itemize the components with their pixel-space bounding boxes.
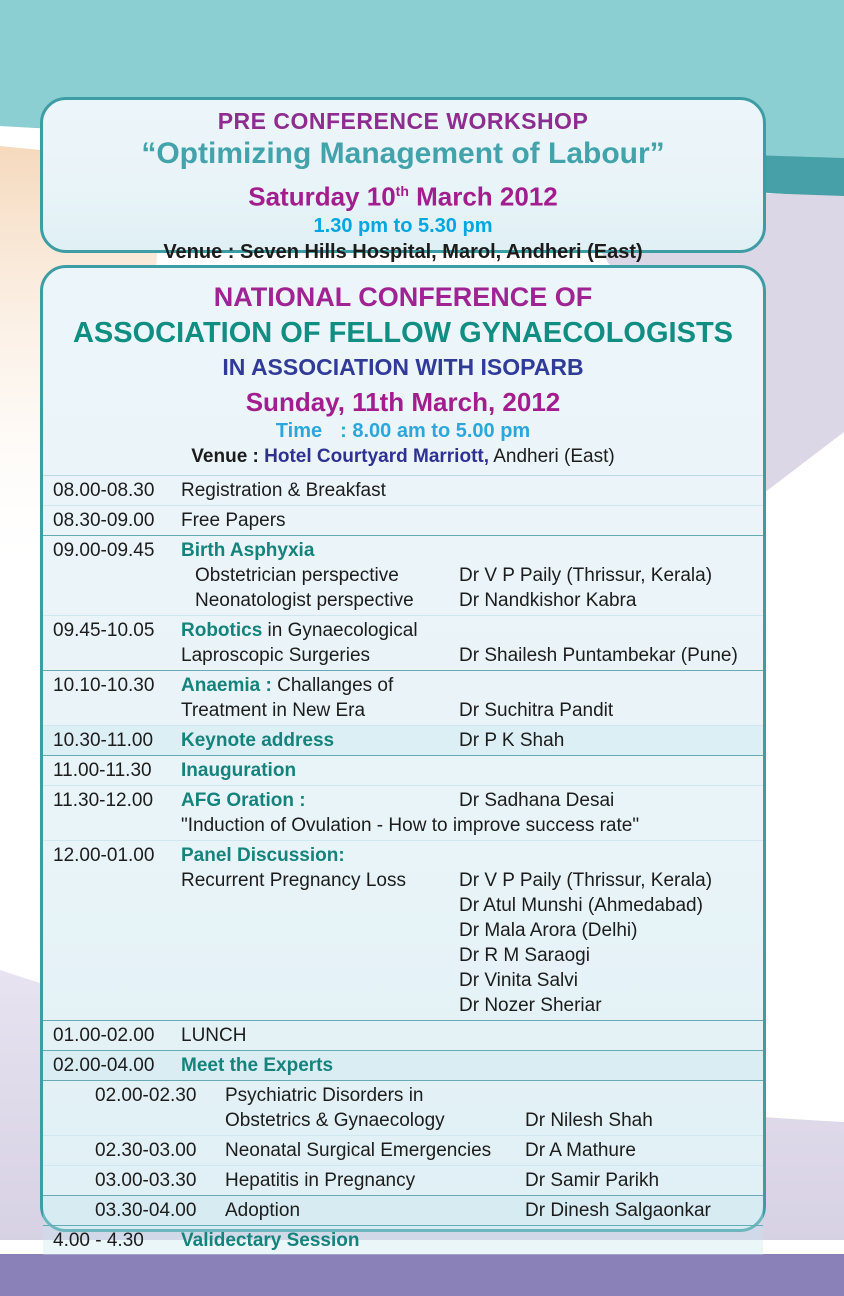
schedule-speaker	[459, 1228, 755, 1253]
schedule-time: 01.00-02.00	[53, 1025, 155, 1046]
schedule-row	[43, 1080, 763, 1135]
schedule-topic	[181, 563, 459, 588]
schedule-topic	[181, 1053, 459, 1078]
schedule-topic-accent: Panel Discussion:	[181, 845, 345, 866]
schedule-speaker	[459, 673, 755, 698]
schedule-row	[43, 1195, 763, 1225]
schedule-topic-accent: AFG Oration :	[181, 790, 306, 811]
schedule-time: 11.30-12.00	[53, 790, 154, 811]
conference-date: Sunday, 11th March, 2012	[245, 387, 561, 417]
schedule-time: 12.00-01.00	[53, 845, 155, 866]
schedule-speaker: Dr V P Paily (Thrissur, Kerala)	[459, 565, 713, 586]
schedule-topic-text: Adoption	[225, 1200, 301, 1221]
schedule-row	[43, 535, 763, 615]
schedule-topic-accent: Anaemia :	[181, 675, 272, 696]
schedule-table	[43, 475, 763, 1255]
schedule-speaker	[459, 1023, 755, 1048]
schedule-time: 02.00-02.30	[95, 1085, 197, 1106]
schedule-row	[43, 1135, 763, 1165]
conference-time: Time : 8.00 am to 5.00 pm	[275, 420, 531, 442]
schedule-speaker	[459, 618, 755, 643]
schedule-topic	[181, 538, 459, 563]
schedule-row	[43, 505, 763, 535]
schedule-row	[43, 615, 763, 670]
schedule-row	[43, 1020, 763, 1050]
schedule-time: 10.10-10.30	[53, 675, 155, 696]
schedule-topic-accent: Robotics	[181, 620, 263, 641]
schedule-time	[53, 868, 181, 893]
schedule-row	[43, 475, 763, 505]
schedule-speaker	[459, 758, 755, 783]
schedule-topic	[181, 843, 459, 868]
schedule-speaker: Dr Dinesh Salgaonkar	[525, 1200, 711, 1221]
schedule-topic	[225, 1198, 525, 1223]
schedule-topic-accent: Inauguration	[181, 760, 297, 781]
schedule-topic-text: Laproscopic Surgeries	[181, 645, 371, 666]
schedule-topic	[181, 618, 459, 643]
schedule-topic	[181, 813, 755, 838]
schedule-speaker: Dr Nilesh Shah	[525, 1110, 653, 1131]
schedule-row	[43, 1165, 763, 1195]
schedule-time: 4.00 - 4.30	[53, 1230, 144, 1251]
conference-title-line3: IN ASSOCIATION WITH ISOPARB	[222, 354, 584, 380]
schedule-time: 03.00-03.30	[95, 1170, 197, 1191]
schedule-topic	[225, 1138, 525, 1163]
workshop-title: PRE CONFERENCE WORKSHOP	[217, 108, 589, 134]
schedule-time: 02.30-03.00	[95, 1140, 197, 1161]
schedule-topic	[181, 698, 459, 723]
schedule-speaker: Dr Nozer Sheriar	[459, 995, 602, 1016]
schedule-row	[43, 840, 763, 1020]
schedule-topic	[181, 643, 459, 668]
schedule-topic	[225, 1168, 525, 1193]
schedule-topic-accent: Keynote address	[181, 730, 335, 751]
schedule-topic	[181, 893, 459, 918]
schedule-speaker: Dr P K Shah	[459, 730, 565, 751]
schedule-row	[43, 785, 763, 840]
schedule-topic-text: Treatment in New Era	[181, 700, 366, 721]
schedule-time	[53, 968, 181, 993]
schedule-speaker	[459, 843, 755, 868]
schedule-topic-text: "Induction of Ovulation - How to improve success rate"	[181, 815, 640, 836]
schedule-topic-accent: Meet the Experts	[181, 1055, 334, 1076]
schedule-speaker	[525, 1083, 755, 1108]
workshop-date: Saturday 10th March 2012	[248, 181, 558, 212]
schedule-topic-text: Obstetrician perspective	[195, 565, 399, 586]
schedule-time: 08.30-09.00	[53, 510, 155, 531]
schedule-topic-accent: Validectary Session	[181, 1230, 360, 1251]
schedule-topic	[181, 788, 459, 813]
schedule-topic-accent: Birth Asphyxia	[181, 540, 315, 561]
schedule-topic	[181, 673, 459, 698]
schedule-topic	[181, 993, 459, 1018]
schedule-topic-text: Free Papers	[181, 510, 286, 531]
schedule-time: 09.00-09.45	[53, 540, 155, 561]
schedule-time: 02.00-04.00	[53, 1055, 155, 1076]
workshop-time: 1.30 pm to 5.30 pm	[313, 214, 493, 237]
conference-header	[43, 268, 763, 470]
schedule-row	[43, 1050, 763, 1080]
schedule-time: 11.00-11.30	[53, 760, 152, 781]
schedule-speaker: Dr A Mathure	[525, 1140, 636, 1161]
schedule-time	[53, 943, 181, 968]
schedule-time	[53, 643, 181, 668]
schedule-time	[53, 993, 181, 1018]
schedule-topic-text: Recurrent Pregnancy Loss	[181, 870, 406, 891]
schedule-topic-text: Neonatal Surgical Emergencies	[225, 1140, 492, 1161]
schedule-topic-text: Registration & Breakfast	[181, 480, 386, 501]
schedule-topic-text: Challanges of	[271, 675, 394, 696]
schedule-time	[53, 918, 181, 943]
workshop-subtitle: “Optimizing Management of Labour”	[141, 137, 665, 170]
schedule-time: 03.30-04.00	[95, 1200, 197, 1221]
schedule-speaker: Dr Suchitra Pandit	[459, 700, 614, 721]
schedule-time	[53, 588, 181, 613]
schedule-speaker: Dr Mala Arora (Delhi)	[459, 920, 638, 941]
schedule-time	[53, 1108, 225, 1133]
schedule-topic	[181, 968, 459, 993]
footer-purple-band	[0, 1254, 844, 1296]
schedule-topic-text: Hepatitis in Pregnancy	[225, 1170, 416, 1191]
schedule-row	[43, 725, 763, 755]
schedule-speaker: Dr Samir Parikh	[525, 1170, 660, 1191]
schedule-topic	[181, 508, 459, 533]
conference-title-line2: ASSOCIATION OF FELLOW GYNAECOLOGISTS	[72, 317, 734, 349]
conference-title-line1: NATIONAL CONFERENCE OF	[213, 282, 593, 312]
schedule-topic-text: in Gynaecological	[262, 620, 418, 641]
schedule-topic	[181, 588, 459, 613]
schedule-row	[43, 1225, 763, 1255]
schedule-row	[43, 755, 763, 785]
schedule-speaker	[459, 538, 755, 563]
schedule-time: 08.00-08.30	[53, 480, 155, 501]
schedule-topic	[181, 478, 459, 503]
schedule-speaker	[459, 508, 755, 533]
workshop-venue: Venue : Seven Hills Hospital, Marol, Andheri (East)	[163, 240, 643, 263]
schedule-speaker: Dr Sadhana Desai	[459, 790, 615, 811]
schedule-topic	[225, 1108, 525, 1133]
schedule-topic	[181, 1228, 459, 1253]
schedule-topic	[225, 1083, 525, 1108]
schedule-topic	[181, 1023, 459, 1048]
workshop-panel	[40, 97, 766, 263]
schedule-speaker: Dr V P Paily (Thrissur, Kerala)	[459, 870, 713, 891]
schedule-time	[53, 813, 181, 838]
schedule-speaker	[459, 1053, 755, 1078]
conference-panel	[40, 265, 766, 1251]
schedule-row	[43, 670, 763, 725]
schedule-topic	[181, 728, 459, 753]
schedule-speaker: Dr Atul Munshi (Ahmedabad)	[459, 895, 703, 916]
schedule-time	[53, 698, 181, 723]
schedule-time	[53, 563, 181, 588]
conference-venue: Venue : Hotel Courtyard Marriott, Andheri (East)	[191, 446, 615, 467]
schedule-time: 10.30-11.00	[53, 730, 154, 751]
schedule-time: 09.45-10.05	[53, 620, 155, 641]
schedule-speaker: Dr Nandkishor Kabra	[459, 590, 637, 611]
schedule-speaker	[459, 478, 755, 503]
schedule-speaker: Dr Shailesh Puntambekar (Pune)	[459, 645, 738, 666]
schedule-topic-text: LUNCH	[181, 1025, 247, 1046]
schedule-topic-text: Psychiatric Disorders in	[225, 1085, 424, 1106]
schedule-speaker: Dr Vinita Salvi	[459, 970, 578, 991]
schedule-topic	[181, 758, 459, 783]
schedule-topic	[181, 868, 459, 893]
schedule-speaker: Dr R M Saraogi	[459, 945, 590, 966]
schedule-topic	[181, 943, 459, 968]
schedule-topic-text: Obstetrics & Gynaecology	[225, 1110, 445, 1131]
schedule-topic-text: Neonatologist perspective	[195, 590, 414, 611]
schedule-topic	[181, 918, 459, 943]
schedule-time	[53, 893, 181, 918]
